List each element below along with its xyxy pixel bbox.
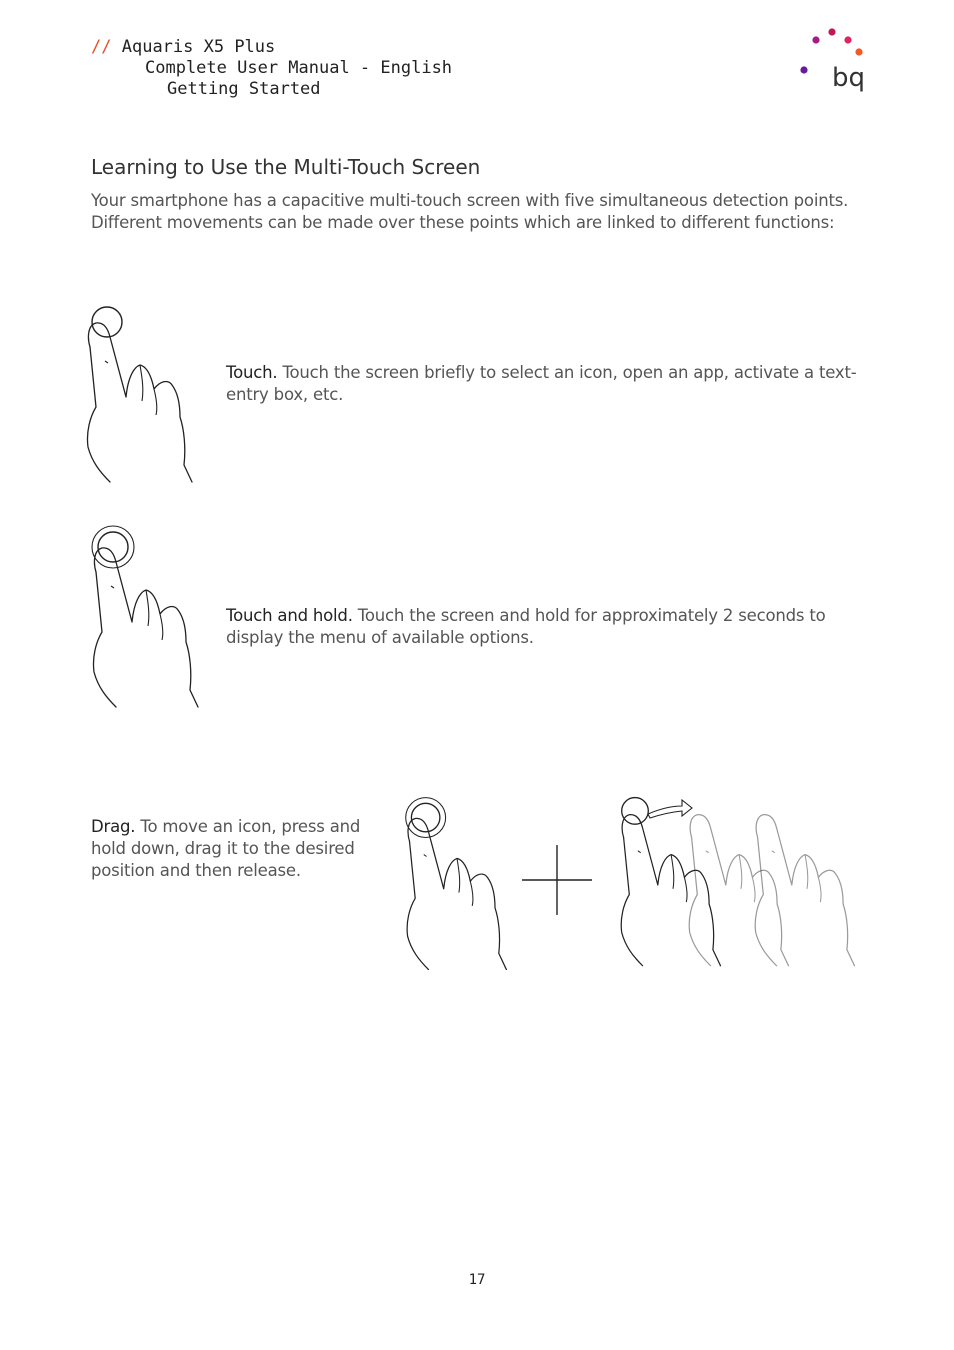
gesture-touch-text: Touch the screen briefly to select an icon, open an app, activate a text-entry box, etc. <box>226 363 857 404</box>
drag-hand-icon <box>400 790 870 970</box>
header-line-product <box>91 37 452 58</box>
bq-logo <box>796 26 866 96</box>
gesture-touch-term: Touch. <box>226 363 278 382</box>
logo-text: bq <box>832 63 866 93</box>
gesture-drag-text: To move an icon, press and hold down, drag it to the desired position and then release. <box>91 817 361 880</box>
gesture-touch-hold-term: Touch and hold. <box>226 606 353 625</box>
touch-hand-icon <box>82 297 212 492</box>
gesture-drag-term: Drag. <box>91 817 136 836</box>
header-manual: Complete User Manual - English <box>145 58 453 78</box>
document-header <box>91 37 452 100</box>
section-intro: Your smartphone has a capacitive multi-touch screen with five simultaneous detection points. Different movements can be made over these points which are linked to different functions: <box>91 191 849 232</box>
gesture-drag <box>91 816 371 882</box>
header-product: Aquaris X5 Plus <box>121 37 276 57</box>
section-title: Learning to Use the Multi-Touch Screen <box>91 155 481 179</box>
gesture-touch-hold <box>226 605 866 649</box>
gesture-touch-hold-text: Touch the screen and hold for approximately 2 seconds to display the menu of available options. <box>226 606 826 647</box>
touch-hold-hand-icon <box>86 518 216 713</box>
gesture-touch <box>226 362 866 406</box>
page-number: 17 <box>468 1272 486 1288</box>
header-chapter: Getting Started <box>167 79 321 99</box>
header-slashes: // <box>91 37 112 57</box>
